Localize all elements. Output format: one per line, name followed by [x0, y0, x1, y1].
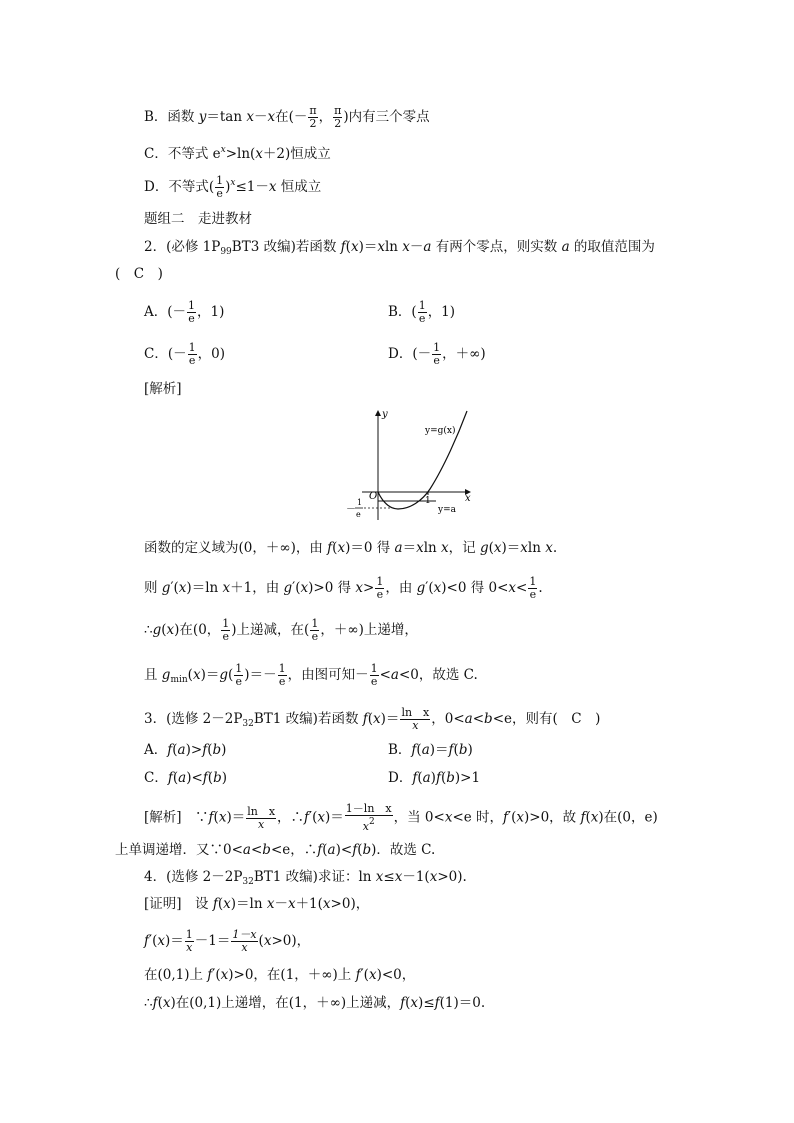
y-axis-label: y: [382, 409, 388, 420]
solution-line-1: 函数的定义域为(0，＋∞)，由 f(x)＝0 得 a＝xln x，记 g(x)＝xln x.: [144, 540, 558, 556]
curve-label: y=g(x): [425, 426, 456, 436]
option-d: D．不等式( $\frac{1}{e}$ )$^x$≤1－x 恒成立: [144, 174, 322, 200]
function-graph: [340, 405, 480, 525]
q3-option-a: A．f(a)>f(b): [144, 742, 227, 758]
q2-option-c: C．(－ $\frac{1}{e}$ ，0): [144, 341, 225, 367]
q3-option-d: D．f(a)f(b)>1: [388, 770, 481, 786]
q2-option-b: B．( $\frac{1}{e}$ ，1): [388, 299, 456, 325]
proof-line-1: [证明] 设 f(x)＝ln x－x＋1(x>0)，: [144, 896, 370, 912]
frac-den: e: [356, 510, 361, 519]
frac-num: 1: [357, 498, 363, 507]
solution-line-2: 则 g′(x)＝ln x＋1，由 g′(x)>0 得 x> $\frac{1}{e}$ ，由 g′(x)<0 得 0<x< $\frac{1}{e}$ .: [144, 575, 543, 601]
option-b: B．函数 y＝tan x－x在(－ $\frac{\pi}{2}$ ， $\frac{\pi}{2}$ )内有三个零点: [144, 104, 430, 130]
option-c: C．不等式 $e^x>\ln(x+2)$恒成立: [144, 145, 331, 162]
section-heading: 题组二 走进教材: [144, 211, 252, 227]
line-label: y=a: [438, 505, 456, 515]
question-3: 3．(选修 $2-2P_{32}BT1$ 改编)若函数 f(x)＝ $\frac{\text{ln x}}{x}$ ，0<a<b<e，则有( C ): [144, 706, 601, 732]
solution-line-5: [解析] ∵f(x)＝ $\frac{\text{ln x}}{x}$ ，∴f′(x)＝ $\frac{\text{1－ln x}}{x^2}$ ，当 0<x<e 时，f′(x)>0，故 f(x)在(0，e): [144, 802, 658, 833]
solution-line-3: ∴g(x)在(0， $\frac{1}{e}$ )上递减，在( $\frac{1}{e}$ ，＋∞)上递增，: [144, 617, 418, 643]
origin-label: O: [369, 491, 378, 502]
q2-option-a: A．(－ $\frac{1}{e}$ ，1): [144, 299, 225, 325]
proof-line-3: 在(0,1)上 f′(x)>0，在(1，＋∞)上 f′(x)<0，: [144, 967, 416, 983]
solution-line-4: 且 $g_{min}(x)=g$( $\frac{1}{e}$ )＝－ $\frac{1}{e}$ ，由图可知－ $\frac{1}{e}$ <a<0，故选 C.: [144, 662, 478, 688]
q2-option-d: D．(－ $\frac{1}{e}$ ，＋∞): [388, 341, 486, 367]
question-4: 4．(选修 $2-2P_{32}BT1$ 改编)求证：ln x≤x－1(x>0).: [144, 869, 467, 887]
q3-option-b: B．f(a)＝f(b): [388, 742, 473, 758]
neg-sign: －: [346, 504, 356, 515]
tick-one-label: 1: [425, 496, 431, 506]
q3-option-c: C．f(a)<f(b): [144, 770, 227, 786]
proof-line-4: ∴f(x)在(0,1)上递增，在(1，＋∞)上递减，f(x)≤f(1)＝0.: [144, 995, 486, 1011]
solution-line-6: 上单调递增．又∵0<a<b<e，∴f(a)<f(b)．故选 C.: [115, 842, 436, 858]
question-2-answer: ( C ): [115, 266, 163, 282]
analysis-label: [解析]: [144, 381, 182, 397]
question-2: 2．(必修 $1P_{99}BT3$ 改编)若函数 f(x)＝xln x－a 有两个零点，则实数 a 的取值范围为: [144, 239, 655, 257]
proof-line-2: f′(x)＝ $\frac{1}{x}$ －1＝ $\frac{1-x}{x}$ (x>0)，: [144, 928, 311, 954]
x-axis-label: x: [465, 493, 471, 504]
